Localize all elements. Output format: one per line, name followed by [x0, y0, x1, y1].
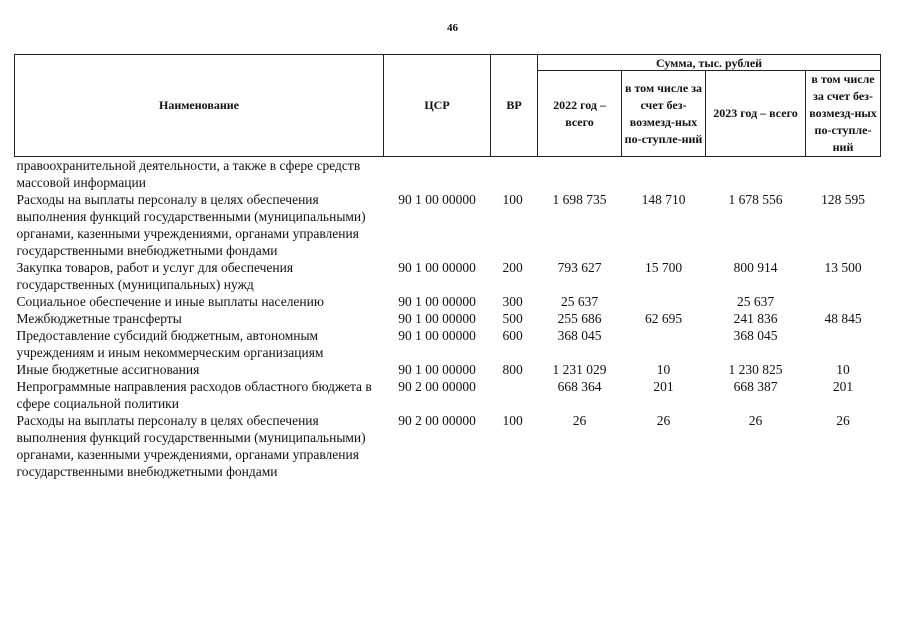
row-2023-total: 26 [748, 413, 763, 428]
row-2022-total: 25 637 [560, 294, 599, 309]
row-2022-free: 148 710 [641, 192, 686, 207]
table-row [15, 259, 881, 293]
row-2022-free [622, 157, 706, 192]
header-2022-free: в том числе за счет без-возмезд-ных по-ступле-ний [622, 71, 706, 157]
row-2023-free [806, 293, 881, 310]
row-2022-total: 1 231 029 [552, 362, 607, 377]
row-2023-total: 800 914 [733, 260, 778, 275]
row-2023-free: 128 595 [821, 192, 865, 207]
row-name: Иные бюджетные ассигнования [16, 362, 200, 377]
row-2022-free: 62 695 [644, 311, 683, 326]
table-row [15, 293, 881, 310]
row-2022-free: 201 [653, 379, 674, 394]
row-csr: 90 1 00 00000 [398, 294, 476, 309]
table-header [15, 55, 881, 157]
row-2022-free [622, 327, 706, 361]
row-vr: 600 [502, 328, 523, 343]
row-2022-total [538, 157, 622, 192]
row-2022-total: 26 [572, 413, 587, 428]
row-csr: 90 1 00 00000 [398, 328, 476, 343]
row-csr: 90 1 00 00000 [398, 362, 476, 377]
row-2023-free: 26 [836, 413, 850, 428]
row-2022-total: 668 364 [557, 379, 602, 394]
row-csr: 90 1 00 00000 [398, 311, 476, 326]
row-csr: 90 1 00 00000 [398, 192, 476, 207]
row-name: Расходы на выплаты персоналу в целях обеспечения выполнения функций государственными (муниципальными) органами, казенными учреждениями, органами управления государственными внебюджетными фондами [16, 413, 366, 479]
header-name: Наименование [15, 55, 384, 157]
table-row [15, 378, 881, 412]
row-2023-free: 13 500 [824, 260, 862, 275]
header-2023-free: в том числе за счет без-возмезд-ных по-ступле-ний [806, 71, 881, 157]
table-row [15, 327, 881, 361]
row-2022-total: 793 627 [557, 260, 602, 275]
row-vr: 200 [502, 260, 523, 275]
header-vr: ВР [491, 55, 538, 157]
row-2023-free: 48 845 [824, 311, 862, 326]
row-2023-total: 368 045 [733, 328, 778, 343]
header-csr: ЦСР [384, 55, 491, 157]
header-sum-group: Сумма, тыс. рублей [538, 55, 881, 71]
row-vr: 100 [502, 413, 523, 428]
row-vr: 500 [502, 311, 523, 326]
row-name: Непрограммные направления расходов областного бюджета в сфере социальной политики [16, 379, 372, 411]
budget-table [14, 54, 881, 480]
page-number: 46 [447, 22, 458, 34]
table-row [15, 361, 881, 378]
budget-table-container [14, 54, 880, 480]
row-2022-total: 255 686 [557, 311, 602, 326]
row-2023-free [806, 327, 881, 361]
table-row [15, 191, 881, 259]
row-2023-total [706, 157, 806, 192]
row-vr: 800 [502, 362, 523, 377]
row-2022-free [622, 293, 706, 310]
row-csr: 90 2 00 00000 [398, 379, 476, 394]
table-body [15, 157, 881, 481]
row-2022-free: 15 700 [644, 260, 683, 275]
row-name: Закупка товаров, работ и услуг для обеспечения государственных (муниципальных) нужд [16, 260, 294, 292]
row-name: правоохранительной деятельности, а также в сфере средств массовой информации [16, 158, 361, 190]
table-row [15, 157, 881, 192]
row-2023-total: 25 637 [736, 294, 775, 309]
row-2023-total: 241 836 [733, 311, 778, 326]
row-name: Межбюджетные трансферты [16, 311, 182, 326]
row-csr [384, 157, 491, 192]
row-2023-total: 668 387 [733, 379, 778, 394]
row-vr [491, 157, 538, 192]
row-2022-total: 1 698 735 [552, 192, 607, 207]
row-name: Социальное обеспечение и иные выплаты населению [16, 294, 324, 309]
row-vr [491, 378, 538, 412]
row-2023-free: 201 [832, 379, 854, 394]
row-2023-total: 1 678 556 [728, 192, 783, 207]
header-2023-total: 2023 год – всего [706, 71, 806, 157]
row-name: Предоставление субсидий бюджетным, автономным учреждениям и иным некоммерческим организациям [16, 328, 324, 360]
row-vr: 100 [502, 192, 523, 207]
header-2022-total: 2022 год – всего [538, 71, 622, 157]
row-2023-total: 1 230 825 [728, 362, 783, 377]
row-csr: 90 2 00 00000 [398, 413, 476, 428]
table-row [15, 310, 881, 327]
row-2022-free: 26 [656, 413, 671, 428]
row-csr: 90 1 00 00000 [398, 260, 476, 275]
row-2023-free [806, 157, 881, 192]
row-vr: 300 [502, 294, 523, 309]
table-row [15, 412, 881, 480]
row-2023-free: 10 [836, 362, 850, 377]
row-name: Расходы на выплаты персоналу в целях обеспечения выполнения функций государственными (муниципальными) органами, казенными учреждениями, органами управления государственными внебюджетными фондами [16, 192, 366, 258]
row-2022-free: 10 [656, 362, 671, 377]
row-2022-total: 368 045 [557, 328, 602, 343]
